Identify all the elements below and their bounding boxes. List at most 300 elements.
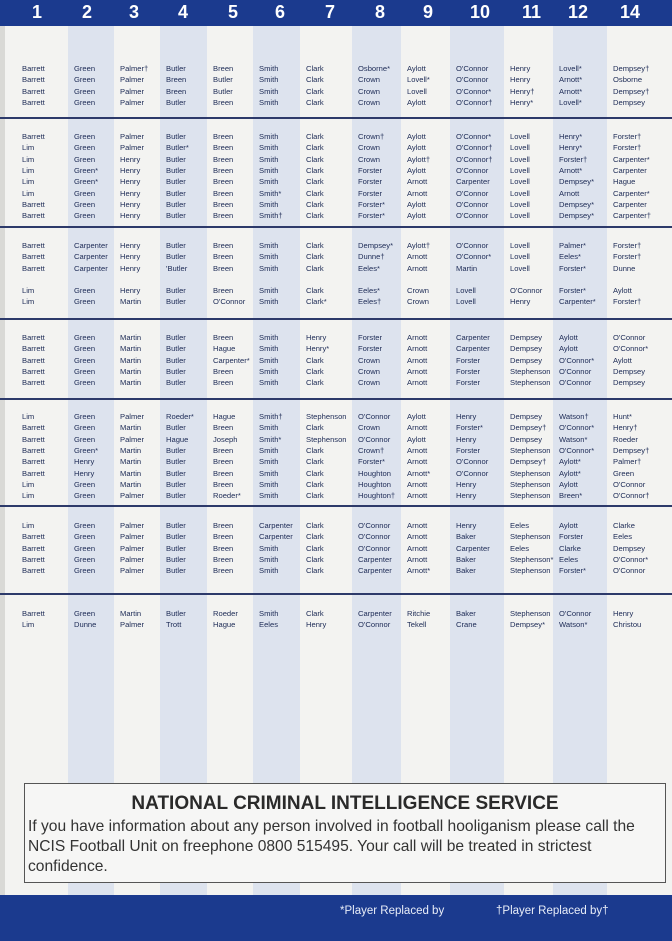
player-cell: Breen	[213, 532, 234, 542]
player-cell: Henry	[120, 188, 141, 198]
player-cell: Clark	[306, 64, 324, 73]
column-number: 1	[32, 2, 43, 22]
player-cell: O'Connor*	[559, 423, 595, 433]
player-cell: Smith	[259, 378, 279, 388]
footer-bar	[0, 895, 672, 941]
player-cell: Roeder	[613, 434, 638, 444]
player-cell: Lovell	[510, 143, 530, 153]
player-cell: Clark	[306, 132, 324, 141]
player-cell: Palmer	[120, 86, 145, 96]
player-cell: Butler	[166, 97, 186, 107]
player-cell: Crown	[358, 75, 380, 85]
player-cell: Green	[74, 97, 96, 107]
player-cell: Butler	[166, 132, 186, 141]
player-cell: Breen	[213, 445, 234, 455]
player-cell: Arnott	[407, 366, 428, 376]
player-cell: Aylott*	[559, 468, 581, 478]
column-number: 4	[178, 2, 189, 22]
player-cell: Aylott	[407, 97, 426, 107]
player-cell: Carpenter	[74, 263, 108, 273]
player-cell: Smith	[259, 286, 279, 295]
player-cell: Forster*	[358, 211, 386, 221]
player-cell: Roeder*	[213, 491, 241, 501]
player-cell: Aylott	[559, 479, 578, 489]
player-cell: Breen	[213, 566, 234, 576]
player-cell: Dunne	[74, 620, 97, 630]
player-cell: Carpenter*	[613, 188, 650, 198]
player-cell: Palmer	[120, 554, 145, 564]
player-cell: Smith	[259, 263, 279, 273]
player-cell: Aylott*	[559, 457, 581, 467]
player-cell: Carpenter†	[613, 211, 651, 221]
player-cell: Aylott	[559, 521, 578, 530]
player-cell: O'Connor	[456, 75, 489, 85]
player-cell: Martin	[120, 344, 142, 354]
notice-body: If you have information about any person involved in football hooliganism please call the NCIS Football Unit on freephone 0800 515495. Your call will be treated in strictest confidence.	[28, 818, 635, 875]
player-cell: Forster	[456, 378, 481, 388]
player-cell: Barrett	[22, 554, 45, 564]
player-cell: Carpenter	[358, 566, 392, 576]
column-number: 5	[228, 2, 239, 22]
player-cell: Carpenter	[456, 344, 490, 354]
player-cell: Henry	[306, 333, 327, 342]
player-cell: Roeder*	[166, 412, 194, 421]
player-cell: Lim	[22, 154, 35, 164]
player-cell: Stephenson	[510, 479, 551, 489]
player-cell: Arnott*	[559, 86, 583, 96]
player-cell: Green	[74, 491, 96, 501]
player-cell: Crown	[358, 86, 380, 96]
player-cell: Forster	[456, 445, 481, 455]
player-cell: Butler	[166, 566, 186, 576]
player-cell: Arnott	[407, 263, 428, 273]
player-cell: Aylott	[407, 143, 426, 153]
player-cell: Aylott	[613, 286, 632, 295]
player-cell: Arnott	[407, 423, 428, 433]
player-cell: O'Connor	[559, 378, 592, 388]
player-cell: Aylott†	[407, 154, 431, 164]
player-cell: Clark	[306, 286, 324, 295]
player-cell: Stephenson	[510, 491, 551, 501]
player-cell: Butler	[213, 75, 233, 85]
player-cell: Lim	[22, 143, 35, 153]
player-cell: Forster	[358, 177, 383, 187]
player-cell: Breen	[213, 479, 234, 489]
player-cell: Dempsey	[613, 366, 646, 376]
player-cell: Clark	[306, 468, 324, 478]
player-cell: Smith	[259, 344, 279, 354]
player-cell: Henry	[120, 263, 141, 273]
player-cell: Crown†	[358, 132, 385, 141]
player-cell: Arnott*	[407, 468, 431, 478]
player-cell: Lovell	[510, 252, 530, 262]
player-cell: Smith	[259, 154, 279, 164]
player-cell: Clark	[306, 143, 324, 153]
player-cell: O'Connor	[358, 543, 391, 553]
player-cell: O'Connor	[613, 333, 646, 342]
player-cell: Arnott	[407, 355, 428, 365]
player-cell: Eeles	[510, 543, 529, 553]
player-cell: Lim	[22, 165, 35, 175]
player-cell: Smith	[259, 333, 279, 342]
page-binding-edge	[0, 26, 5, 895]
player-cell: O'Connor*	[613, 554, 649, 564]
player-cell: Barrett	[22, 532, 45, 542]
player-cell: Green	[74, 532, 96, 542]
player-cell: Forster*	[559, 566, 587, 576]
player-cell: Stephenson	[510, 532, 551, 542]
player-cell: Lim	[22, 479, 35, 489]
player-cell: Smith	[259, 479, 279, 489]
player-cell: Breen	[166, 86, 187, 96]
player-cell: Lovell	[510, 165, 530, 175]
player-cell: Eeles†	[358, 297, 382, 307]
player-cell: Dunne†	[358, 252, 385, 262]
player-cell: Arnott	[407, 479, 428, 489]
player-cell: Butler	[166, 554, 186, 564]
player-cell: Green	[74, 143, 96, 153]
player-cell: Smith	[259, 64, 279, 73]
player-cell: Barrett	[22, 75, 45, 85]
player-cell: Palmer	[120, 532, 145, 542]
player-cell: O'Connor	[456, 188, 489, 198]
player-cell: Crown	[358, 154, 380, 164]
player-cell: Smith	[259, 297, 279, 307]
player-cell: Barrett	[22, 468, 45, 478]
column-number: 2	[82, 2, 93, 22]
player-cell: O'Connor*	[559, 445, 595, 455]
player-cell: O'Connor	[358, 620, 391, 630]
player-cell: Martin	[120, 457, 142, 467]
player-cell: Barrett	[22, 423, 45, 433]
player-cell: Hague	[166, 434, 189, 444]
player-cell: Palmer	[120, 566, 145, 576]
player-cell: Butler	[166, 165, 186, 175]
player-cell: Crown	[358, 355, 380, 365]
player-cell: Butler	[166, 344, 186, 354]
player-cell: Arnott	[407, 252, 428, 262]
player-cell: Martin	[120, 333, 142, 342]
player-cell: Butler	[166, 423, 186, 433]
player-cell: Butler	[166, 521, 186, 530]
player-cell: Dempsey	[510, 333, 543, 342]
player-cell: Carpenter*	[613, 154, 650, 164]
player-cell: Palmer	[120, 543, 145, 553]
player-cell: Arnott	[407, 554, 428, 564]
player-cell: Smith†	[259, 211, 283, 221]
player-cell: Henry	[456, 412, 477, 421]
player-cell: Green	[74, 566, 96, 576]
player-cell: Stephenson	[510, 566, 551, 576]
player-cell: Lovell*	[407, 75, 430, 85]
player-cell: Breen*	[559, 491, 583, 501]
player-cell: Green	[74, 154, 96, 164]
player-cell: Stephenson	[510, 609, 551, 618]
player-cell: Carpenter	[613, 165, 647, 175]
player-cell: Smith	[259, 543, 279, 553]
player-cell: Lim	[22, 188, 35, 198]
player-cell: Clark	[306, 566, 324, 576]
player-cell: Clark	[306, 263, 324, 273]
player-cell: Crown†	[358, 445, 385, 455]
player-cell: Barrett	[22, 199, 45, 209]
player-cell: Lim	[22, 620, 35, 630]
player-cell: O'Connor	[213, 297, 246, 307]
player-cell: Aylott	[407, 165, 426, 175]
player-cell: Breen	[213, 366, 234, 376]
player-cell: Dempsey	[510, 344, 543, 354]
player-cell: Carpenter	[456, 333, 490, 342]
player-cell: Breen	[213, 543, 234, 553]
player-cell: Green	[74, 64, 96, 73]
player-cell: Dempsey*	[510, 620, 546, 630]
player-cell: Dempsey	[613, 543, 646, 553]
player-cell: Butler	[166, 64, 186, 73]
player-cell: Smith	[259, 241, 279, 250]
player-cell: Crown	[358, 143, 380, 153]
player-cell: Lim	[22, 297, 35, 307]
player-cell: Eeles*	[358, 286, 380, 295]
player-cell: Clark	[306, 241, 324, 250]
player-cell: Breen	[213, 165, 234, 175]
player-cell: Forster	[358, 188, 383, 198]
player-cell: O'Connor†	[456, 143, 493, 153]
player-cell: Henry	[510, 64, 531, 73]
player-cell: Crown	[407, 286, 429, 295]
player-cell: Butler	[166, 355, 186, 365]
player-cell: Henry	[120, 177, 141, 187]
player-cell: Palmer	[120, 521, 145, 530]
player-cell: Clark	[306, 355, 324, 365]
player-cell: Forster†	[613, 143, 642, 153]
player-cell: Crown	[358, 97, 380, 107]
player-cell: Smith	[259, 252, 279, 262]
player-cell: Butler	[166, 479, 186, 489]
player-cell: Butler	[166, 457, 186, 467]
player-cell: O'Connor	[456, 468, 489, 478]
player-cell: Dempsey†	[510, 423, 547, 433]
player-cell: Henry	[456, 479, 477, 489]
player-cell: Palmer*	[559, 241, 587, 250]
player-cell: Smith	[259, 86, 279, 96]
player-cell: Barrett	[22, 378, 45, 388]
player-cell: Dempsey	[613, 97, 646, 107]
player-cell: Clark	[306, 532, 324, 542]
player-cell: Carpenter	[259, 532, 293, 542]
player-cell: Henry*	[306, 344, 330, 354]
player-cell: Palmer	[120, 97, 145, 107]
player-cell: Green	[74, 75, 96, 85]
player-cell: Carpenter	[74, 252, 108, 262]
player-cell: Breen	[213, 132, 234, 141]
player-cell: Green	[74, 86, 96, 96]
player-cell: Aylott	[407, 211, 426, 221]
player-cell: Smith*	[259, 188, 282, 198]
player-cell: Green*	[74, 177, 99, 187]
player-cell: Green	[74, 211, 96, 221]
player-cell: Forster†	[613, 252, 642, 262]
player-cell: Smith	[259, 143, 279, 153]
player-cell: Henry	[306, 620, 327, 630]
player-cell: Baker	[456, 554, 476, 564]
player-cell: O'Connor	[456, 64, 489, 73]
player-cell: Clark	[306, 75, 324, 85]
player-cell: Barrett	[22, 344, 45, 354]
player-cell: Dempsey*	[559, 211, 595, 221]
player-cell: Trott	[166, 620, 182, 630]
player-cell: Carpenter*	[213, 355, 250, 365]
player-cell: O'Connor	[456, 457, 489, 467]
player-cell: Forster†	[613, 132, 642, 141]
player-cell: Dempsey	[510, 412, 543, 421]
player-cell: Crown	[407, 297, 429, 307]
player-cell: Tekell	[407, 620, 427, 630]
player-cell: Clark	[306, 609, 324, 618]
player-cell: Arnott*	[559, 165, 583, 175]
player-cell: Martin	[120, 355, 142, 365]
player-cell: Butler	[166, 297, 186, 307]
player-cell: Barrett	[22, 86, 45, 96]
player-cell: Clark	[306, 252, 324, 262]
player-cell: Arnott	[407, 177, 428, 187]
player-cell: Butler	[166, 199, 186, 209]
player-cell: Green	[74, 434, 96, 444]
player-cell: O'Connor	[456, 241, 489, 250]
player-cell: Aylott	[559, 344, 578, 354]
player-cell: Roeder	[213, 609, 238, 618]
player-cell: Clark	[306, 521, 324, 530]
player-cell: O'Connor	[456, 165, 489, 175]
player-cell: Dempsey	[510, 355, 543, 365]
player-cell: Dempsey*	[559, 199, 595, 209]
player-cell: Barrett	[22, 355, 45, 365]
player-cell: Clark	[306, 445, 324, 455]
player-cell: Arnott	[407, 543, 428, 553]
player-cell: Arnott	[407, 491, 428, 501]
group-divider	[0, 318, 672, 320]
player-cell: O'Connor*	[456, 86, 492, 96]
player-cell: Aylott	[407, 132, 426, 141]
player-cell: Arnott	[407, 188, 428, 198]
player-cell: Arnott	[407, 457, 428, 467]
player-cell: Henry	[74, 457, 95, 467]
player-cell: Crown	[358, 423, 380, 433]
player-cell: Barrett	[22, 366, 45, 376]
group-divider	[0, 505, 672, 507]
player-cell: Houghton	[358, 479, 391, 489]
player-cell: Smith	[259, 457, 279, 467]
player-cell: Lovell	[510, 211, 530, 221]
player-cell: Forster†	[559, 154, 588, 164]
player-cell: Martin	[120, 445, 142, 455]
player-cell: Breen	[213, 154, 234, 164]
player-cell: Lovell	[510, 154, 530, 164]
player-cell: Green	[74, 423, 96, 433]
player-cell: Carpenter	[74, 241, 108, 250]
player-cell: Butler	[213, 86, 233, 96]
player-cell: Barrett	[22, 609, 45, 618]
player-cell: Palmer	[120, 412, 145, 421]
player-cell: Butler*	[166, 143, 189, 153]
player-cell: Barrett	[22, 445, 45, 455]
player-cell: Breen	[213, 333, 234, 342]
player-cell: Baker	[456, 609, 476, 618]
column-number: 3	[129, 2, 140, 22]
player-cell: Green	[74, 355, 96, 365]
player-cell: Watson*	[559, 434, 588, 444]
column-number: 11	[522, 2, 542, 22]
player-cell: Henry*	[559, 143, 583, 153]
player-cell: Palmer	[120, 75, 145, 85]
player-cell: Arnott	[407, 344, 428, 354]
player-cell: Lovell	[456, 297, 476, 307]
player-cell: Henry	[120, 165, 141, 175]
player-cell: O'Connor	[358, 532, 391, 542]
column-number: 12	[568, 2, 589, 22]
player-cell: Smith	[259, 132, 279, 141]
player-cell: Barrett	[22, 132, 45, 141]
player-cell: Forster	[559, 532, 584, 542]
player-cell: 'Butler	[166, 263, 188, 273]
player-cell: Smith	[259, 366, 279, 376]
player-cell: Forster*	[358, 199, 386, 209]
player-cell: Lovell	[510, 263, 530, 273]
player-cell: O'Connor*	[559, 355, 595, 365]
player-cell: Carpenter*	[559, 297, 596, 307]
player-cell: Clark	[306, 491, 324, 501]
player-cell: Houghton	[358, 468, 391, 478]
player-cell: Green*	[74, 165, 99, 175]
player-cell: O'Connor*	[613, 344, 649, 354]
ncis-notice	[24, 783, 666, 883]
player-cell: Lim	[22, 491, 35, 501]
player-cell: Lovell	[407, 86, 427, 96]
player-cell: Butler	[166, 252, 186, 262]
player-cell: Green*	[74, 445, 99, 455]
player-cell: Baker	[456, 532, 476, 542]
player-cell: Henry†	[510, 86, 535, 96]
player-cell: Palmer	[120, 491, 145, 501]
player-cell: Forster†	[613, 241, 642, 250]
player-cell: Aylott	[407, 199, 426, 209]
player-cell: Osborne	[613, 75, 643, 85]
player-cell: Henry*	[559, 132, 583, 141]
player-cell: Hague	[213, 412, 236, 421]
player-cell: Martin	[120, 297, 142, 307]
player-cell: Smith	[259, 609, 279, 618]
player-cell: Houghton†	[358, 491, 396, 501]
column-number: 10	[470, 2, 491, 22]
player-cell: Henry	[120, 211, 141, 221]
player-cell: Arnott	[559, 188, 580, 198]
player-cell: Baker	[456, 566, 476, 576]
player-cell: Crown	[358, 366, 380, 376]
player-cell: Breen	[213, 211, 234, 221]
player-cell: Joseph	[213, 434, 238, 444]
player-cell: Green	[74, 344, 96, 354]
player-cell: Aylott	[407, 434, 426, 444]
player-cell: Dempsey	[613, 378, 646, 388]
player-cell: Breen	[213, 521, 234, 530]
player-cell: Smith	[259, 468, 279, 478]
player-cell: Smith	[259, 355, 279, 365]
player-cell: Butler	[166, 241, 186, 250]
player-cell: O'Connor	[456, 211, 489, 221]
player-cell: Lovell	[510, 241, 530, 250]
player-cell: Butler	[166, 286, 186, 295]
player-cell: Barrett	[22, 252, 45, 262]
player-cell: Carpenter	[358, 609, 392, 618]
